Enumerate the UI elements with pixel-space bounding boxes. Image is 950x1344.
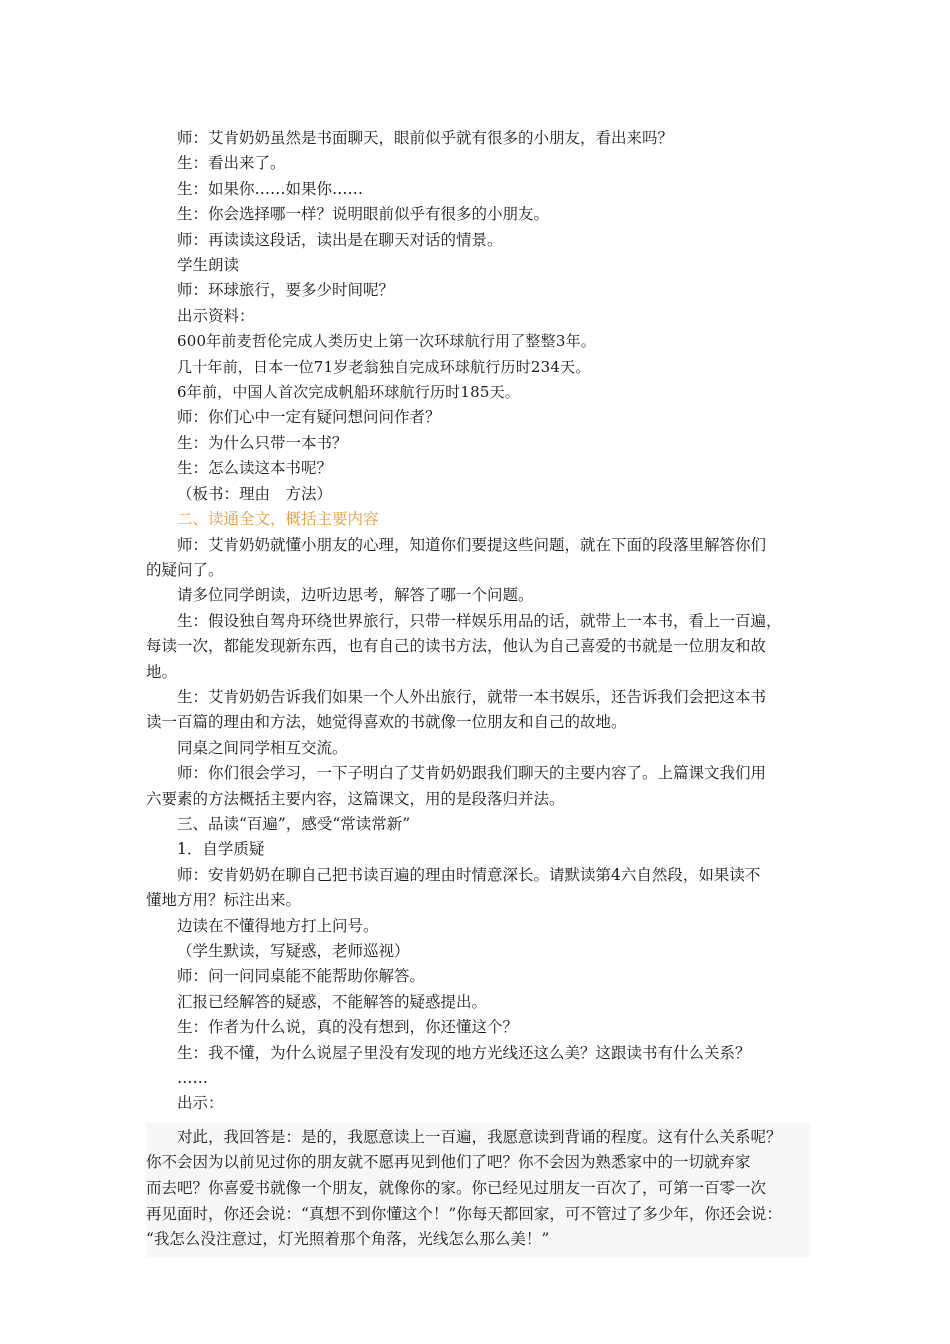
text-line: 地。 [146, 662, 178, 681]
text-line: 汇报已经解答的疑惑，不能解答的疑惑提出。 [177, 992, 488, 1011]
text-line: 生：为什么只带一本书？ [177, 433, 348, 452]
text-line: 生：作者为什么说，真的没有想到，你还懂这个？ [177, 1018, 519, 1037]
quote-line: 对此，我回答是：是的，我愿意读上一百遍，我愿意读到背诵的程度。这有什么关系呢？ [177, 1127, 782, 1146]
text-line: …… [177, 1069, 208, 1088]
quote-line: 再见面时，你还会说：“真想不到你懂这个！”你每天都回家，可不管过了多少年，你还会说： [146, 1204, 782, 1223]
text-line: 边读在不懂得地方打上问号。 [177, 916, 379, 935]
quote-line: “我怎么没注意过，灯光照着那个角落，光线怎么那么美！” [146, 1230, 550, 1249]
text-line: 生：你会选择哪一样？说明眼前似乎有很多的小朋友。 [177, 205, 550, 224]
text-line: 生：艾肯奶奶告诉我们如果一个人外出旅行，就带一本书娱乐，还告诉我们会把这本书 [177, 687, 767, 706]
text-line: （学生默读，写疑惑，老师巡视） [177, 942, 410, 960]
text-line: （板书：理由 方法） [177, 484, 333, 503]
text-line: 师：再读读这段话，读出是在聊天对话的情景。 [177, 230, 503, 249]
lesson-text [146, 126, 810, 1257]
text-line: 每读一次，都能发现新东西，也有自己的读书方法，他认为自己喜爱的书就是一位朋友和故 [146, 637, 767, 656]
text-line: 同桌之间同学相互交流。 [177, 738, 348, 757]
text-line: 生：假设独自驾舟环绕世界旅行，只带一样娱乐用品的话，就带上一本书，看上一百遍， [177, 611, 782, 630]
text-line: 出示： [177, 1094, 224, 1113]
text-line: 生：如果你……如果你…… [177, 179, 364, 198]
text-line: 请多位同学朗读，边听边思考，解答了哪一个问题。 [177, 586, 534, 605]
text-line: 师：艾肯奶奶就懂小朋友的心理，知道你们要提这些问题，就在下面的段落里解答你们 [177, 535, 767, 554]
text-line: 师：环球旅行，要多少时间呢？ [177, 281, 395, 300]
quote-line: 而去吧？你喜爱书就像一个朋友，就像你的家。你已经见过朋友一百次了，可第一百零一次 [146, 1179, 767, 1198]
text-line: 六要素的方法概括主要内容，这篇课文，用的是段落归并法。 [146, 789, 565, 808]
text-line: 1．自学质疑 [177, 840, 265, 859]
text-line: 的疑问了。 [146, 560, 224, 579]
text-line: 三、品读“百遍”，感受“常读常新” [177, 814, 411, 833]
text-line: 师：问一问同桌能不能帮助你解答。 [177, 967, 426, 986]
text-line: 600年前麦哲伦完成人类历史上第一次环球航行用了整整3年。 [177, 332, 596, 351]
text-line: 师：艾肯奶奶虽然是书面聊天，眼前似乎就有很多的小朋友，看出来吗？ [177, 129, 674, 147]
quote-line: 你不会因为以前见过你的朋友就不愿再见到他们了吧？你不会因为熟悉家中的一切就弃家 [146, 1153, 751, 1172]
text-line: 师：安肯奶奶在聊自己把书读百遍的理由时情意深长。请默读第4六自然段，如果读不 [177, 865, 761, 884]
quoted-passage [146, 1123, 810, 1257]
text-line: 生：怎么读这本书呢？ [177, 459, 333, 478]
text-line: 生：看出来了。 [177, 154, 286, 173]
text-line: 生：我不懂，为什么说屋子里没有发现的地方光线还这么美？这跟读书有什么关系？ [177, 1043, 751, 1062]
text-line: 师：你们很会学习，一下子明白了艾肯奶奶跟我们聊天的主要内容了。上篇课文我们用 [177, 764, 767, 783]
text-line: 几十年前，日本一位71岁老翁独自完成环球航行历时234天。 [177, 357, 591, 376]
text-line: 出示资料： [177, 306, 255, 325]
text-line: 学生朗读 [177, 256, 240, 275]
text-line: 6年前，中国人首次完成帆船环球航行历时185天。 [177, 383, 520, 402]
section-heading: 二、读通全文，概括主要内容 [177, 510, 379, 529]
text-line: 读一百篇的理由和方法，她觉得喜欢的书就像一位朋友和自己的故地。 [146, 713, 627, 732]
text-line: 懂地方用？标注出来。 [146, 891, 302, 910]
text-line: 师：你们心中一定有疑问想问问作者？ [177, 408, 441, 427]
